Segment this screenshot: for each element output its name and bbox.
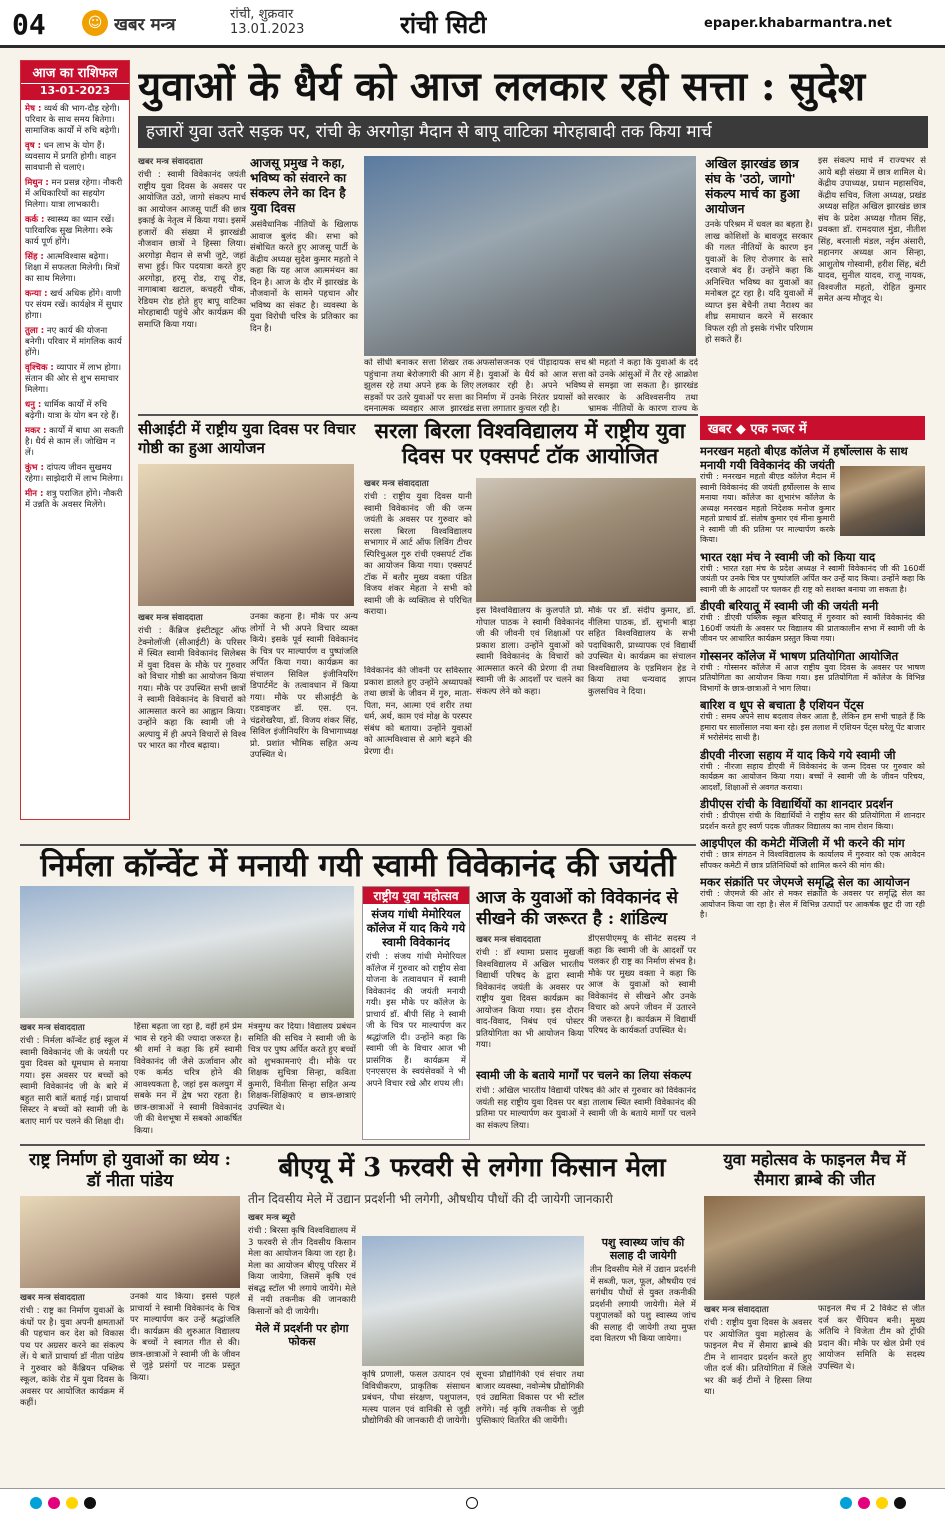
registration-dot xyxy=(840,1497,852,1509)
horoscope-sign: कर्क : xyxy=(25,215,45,225)
sanjay-box xyxy=(362,886,470,1140)
horoscope-sign: सिंह : xyxy=(25,252,44,262)
brief-headline[interactable]: डीएवी बरियातू में स्वामी जी की जयंती मनी xyxy=(700,599,879,613)
registration-dot xyxy=(84,1497,96,1509)
kisan-pashu xyxy=(590,1236,696,1484)
horoscope-item xyxy=(25,178,125,211)
nirmala-body-2: हिंसा बढ़ता जा रहा है, वहीं हमें प्रेम भाव से रहने की ज्यादा जरूरत है। श्री शर्मा ने कहा कि हमें स्वामी विवेकानंद जी जैसे ऊर्जावान और एक कर्मठ चरित्र होने की आवश्यकता है, जहां इस कलयुग में सबके मन में द्वेष भरा रहता है। छात्र-छात्राओं ने स्वामी विवेकानंद जी की वेशभूषा में सबको आकर्षित किया। xyxy=(134,1022,242,1136)
lead-body-5: श्री महतो ने कहा कि युवाओं के दर्द को उनके आंसुओं में तैर रहे आक्रोश से समझा जा सकता है। झारखंड सरकार के अविश्वसनीय तथा भ्रामक नीतियों के कारण राज्य के xyxy=(588,358,698,414)
cit-byline: खबर मन्त्र संवाददाता xyxy=(138,613,203,623)
horoscope-item xyxy=(25,289,125,322)
horoscope-item xyxy=(25,363,125,396)
youth-body-2: फाइनल मैच में 2 विकेट से जीत दर्ज कर चैंपियन बनी। मुख्य अतिथि ने विजेता टीम को ट्रॉफी प्रदान की। मौके पर खेल प्रेमी एवं आयोजन समिति के सदस्य उपस्थित थे। xyxy=(818,1304,925,1372)
cit-column-1 xyxy=(138,612,246,842)
horoscope-item xyxy=(25,252,125,285)
brand-logo-icon: ☺ xyxy=(82,10,108,36)
cit-body-2: उनका कहना है। मौके पर अन्य लोगों ने भी अपने विचार व्यक्त किये। इसके पूर्व स्वामी विवेकानंद के चित्र पर माल्यार्पण व पुष्पांजलि अर्पित किया गया। कार्यक्रम का संचालन सिविल इंजीनियरिंग डिपार्टमेंट के तत्वावधान में किया गया। मौके पर सीआईटी के एडवाइजर डॉ. एस. एन. चंद्रशेखरैया, डॉ. विजय शंकर सिंह, सिविल इंजीनियरिंग के विभागाध्यक्ष प्रो. प्रशांत भौमिक सहित अन्य उपस्थित थे। xyxy=(250,612,358,760)
sanjay-headline[interactable]: संजय गांधी मेमोरियल कॉलेज में याद किये गये स्वामी विवेकानंद xyxy=(366,907,466,949)
dateline xyxy=(230,7,304,37)
nita-column-1 xyxy=(20,1292,124,1484)
nita-byline: खबर मन्त्र संवाददाता xyxy=(20,1293,85,1303)
youth-body-1: रांची : राष्ट्रीय युवा दिवस के अवसर पर आयोजित युवा महोत्सव के फाइनल मैच में सैमारा ब्राम्बे की टीम ने शानदार प्रदर्शन करते हुए जीत दर्ज की। प्रतियोगिता में जिले भर की कई टीमों ने हिस्सा लिया था। xyxy=(704,1318,812,1397)
lead-body-3: को सीधी बनाकर सत्ता शिखर तक पहुंचाना तथा बेरोजगारी की आग में झुलस रहे तथा अपने हक के लिए सड़कों पर उतरे युवाओं पर सत्ता का दमनात्मक व्यवहार आज झारखंड xyxy=(364,358,474,414)
horoscope-sign: वृश्चिक : xyxy=(25,363,54,373)
horoscope-item xyxy=(25,141,125,174)
kisan-column-3 xyxy=(476,1370,584,1484)
shandilya-body-1: रांची : डॉ श्यामा प्रसाद मुखर्जी विश्वविद्यालय में अखिल भारतीय विद्यार्थी परिषद के द्वारा स्वामी विवेकानंद जयंती के अवसर पर राष्ट्रीय युवा दिवस कार्यक्रम का आयोजन किया गया। इस दौरान वाद-विवाद, निबंध एवं पोस्टर प्रतियोगिता का भी आयोजन किया गया। xyxy=(476,948,584,1050)
sarala-photo xyxy=(476,478,696,602)
shandilya-byline: खबर मन्त्र संवाददाता xyxy=(476,935,541,945)
lead-column-4 xyxy=(476,358,586,414)
sarala-byline: खबर मन्त्र संवाददाता xyxy=(364,479,429,489)
horoscope-item xyxy=(25,215,125,248)
horoscope-text: व्यापार में लाभ होगा। संतान की ओर से शुभ समाचार मिलेगा। xyxy=(25,363,122,395)
brief-body: रांची : डीएवी पब्लिक स्कूल बरियातू में गुरुवार को स्वामी विवेकानंद की 160वीं जयंती के अवसर पर विद्यालय की प्रातःकालीन सभा में स्वामी जी के जीवन पर आधारित कार्यक्रम प्रस्तुत किया गया। xyxy=(700,613,925,643)
horoscope-text: खर्च अधिक होंगे। वाणी पर संयम रखें। कार्यक्षेत्र में सुधार होगा। xyxy=(25,289,123,321)
brief-headline[interactable]: बारिश व धूप से बचाता है एशियन पेंट्स xyxy=(700,698,864,712)
sarala-column-3 xyxy=(476,606,584,842)
horoscope-item xyxy=(25,463,125,485)
nita-photo xyxy=(20,1196,240,1288)
divider xyxy=(20,1144,925,1146)
kisan-column-2 xyxy=(362,1370,470,1484)
lead-body-1: रांची : स्वामी विवेकानंद जयंती राष्ट्रीय युवा दिवस के अवसर पर आयोजित उठो, जागो संकल्प मार्च का आयोजन आजसू पार्टी की छात्र इकाई के नेतृत्व में किया गया। इसमें हजारों की संख्या में झारखंडी नौजवान छात्रों ने हिस्सा लिया। अरगोड़ा मैदान से सभी जुटे, जहां सभा हुई। फिर पदयात्रा करते हुए अरगोड़ा, हरमू रोड, राधू रोड, नागाबाबा खटाल, कचहरी चौक, रेडियम रोड होते हुए बापू वाटिका मोरहाबादी पहुंचे और कार्यक्रम की समाप्ति किया गया। xyxy=(138,170,246,330)
horoscope-sign: वृष : xyxy=(25,141,41,151)
brief-body: रांची : डीपीएस रांची के विद्यार्थियों ने राष्ट्रीय स्तर की प्रतियोगिता में शानदार प्रदर्शन करते हुए स्वर्ण पदक जीतकर विद्यालय का नाम रोशन किया। xyxy=(700,811,925,831)
kisan-headline[interactable]: बीएयू में 3 फरवरी से लगेगा किसान मेला xyxy=(278,1153,666,1183)
akhil-body: उनके परिश्रम में धवल का बहता है। लाख कोशिशों के बावजूद सरकार की गलत नीतियों के कारण इन युवाओं के लिए रोजगार के सारे दरवाजे बंद हैं। उन्होंने कहा कि अनिश्चित भविष्य का युवाओं का मनोबल टूट रहा है। यदि युवाओं में व्याप्त इस बेचैनी तथा नैराश्य का शीघ्र समाधान करने में सरकार विफल रही तो इसके गंभीर परिणाम हो सकते हैं। xyxy=(705,220,813,345)
horoscope-text: कार्यों में बाधा आ सकती है। धैर्य से काम लें। जोखिम न लें। xyxy=(25,426,124,458)
cit-photo xyxy=(138,464,354,606)
brief-headline[interactable]: डीपीएस रांची के विद्यार्थियों का शानदार प्रदर्शन xyxy=(700,797,893,811)
brief-body: रांची : गोस्सनर कॉलेज में आज राष्ट्रीय युवा दिवस के अवसर पर भाषण प्रतियोगिता का आयोजन किया गया। इस प्रतियोगिता में कॉलेज के विभिन्न विभागों के छात्र-छात्राओं ने भाग लिया। xyxy=(700,662,925,693)
brief-body: रांची : नीरजा सहाय डीएवी में विवेकानंद के जन्म दिवस पर गुरुवार को कार्यक्रम का आयोजन किया गया। बच्चों ने स्वामी जी के जीवन परिचय, आदर्शों, शिक्षाओं से अवगत कराया। xyxy=(700,761,925,792)
horoscope-item xyxy=(25,326,125,359)
lead-column-5 xyxy=(588,358,698,414)
nita-column-2 xyxy=(130,1292,240,1484)
cit-column-2 xyxy=(250,612,358,842)
horoscope-date: 13-01-2023 xyxy=(21,83,129,100)
print-registration-strip xyxy=(0,1488,945,1517)
shandilya-body-2: डीएसपीएमयू के सीनेट सदस्य ने कहा कि स्वामी जी के आदर्शों पर चलकर ही राष्ट्र का निर्माण संभव है। मौके पर मुख्य वक्ता ने कहा कि आज के युवाओं को स्वामी विवेकानंद से सीखने और उनके विचार को अपने जीवन में उतारने की जरूरत है। कार्यक्रम में विद्यार्थी परिषद के कार्यकर्ता उपस्थित थे। xyxy=(588,934,696,1036)
sanjay-tag: राष्ट्रीय युवा महोत्सव xyxy=(363,887,469,904)
kisan-body-1: रांची : बिरसा कृषि विश्वविद्यालय में 3 फरवरी से तीन दिवसीय किसान मेला का आयोजन किया जा रहा है। मेला का आयोजन बीएयू परिसर में किया जायेगा, जिसमें कृषि एवं संबद्ध स्टॉल भी लगाये जायेंगे। मेले में नयी तकनीक की जानकारी किसानों को दी जायेगी। xyxy=(248,1226,356,1317)
brief-tag: खबर ◆ एक नजर में xyxy=(700,416,925,440)
kisan-column-1 xyxy=(248,1212,356,1484)
sarala-body-1: रांची : राष्ट्रीय युवा दिवस यानी स्वामी विवेकानंद जी की जन्म जयंती के अवसर पर गुरुवार को सरला बिरला विश्वविद्यालय सभागार में आर्ट ऑफ लिविंग टीचर स्पिरिचुअल गुरु रांची एक्सपर्ट टॉक का आयोजन किया गया। एक्सपर्ट टॉक में बतौर मुख्य वक्ता पंडित विजय शंकर मेहता ने सभी को स्वामी जी के व्यक्तित्व से परिचित कराया। xyxy=(364,492,472,617)
horoscope-item xyxy=(25,400,125,422)
lead-column-2 xyxy=(250,156,358,414)
nita-body-2: उनको याद किया। इससे पहले प्राचार्या ने स्वामी विवेकानंद के चित्र पर माल्यार्पण कर उन्हें श्रद्धांजलि दी। कार्यक्रम की शुरुआत विद्यालय के बच्चों ने स्वागत गीत से की। छात्र-छात्राओं ने स्वामी जी के जीवन से जुड़े प्रसंगों पर नाटक प्रस्तुत किया। xyxy=(130,1292,240,1383)
sarala-headline[interactable]: सरला बिरला विश्वविद्यालय में राष्ट्रीय युवा दिवस पर एक्सपर्ट टॉक आयोजित xyxy=(374,418,686,468)
nirmala-column-1 xyxy=(20,1022,128,1140)
brief-body: रांची : भारत रक्षा मंच के प्रदेश अध्यक्ष ने स्वामी विवेकानंद जी की 160वीं जयंती पर उनके चित्र पर पुष्पांजलि अर्पित कर उन्हें याद किया। उन्होंने कहा कि स्वामी जी के आदर्शों पर चलकर ही राष्ट्र को सशक्त बनाया जा सकता है। xyxy=(700,563,925,594)
akhil-story-col2 xyxy=(818,156,926,412)
registration-dot xyxy=(894,1497,906,1509)
horoscope-text: दांपत्य जीवन सुखमय रहेगा। साझेदारी में लाभ मिलेगा। xyxy=(25,463,124,484)
kisan-body-3: सूचना प्रौद्योगिकी एवं संचार तथा बाजार व्यवस्था, नवोन्मेष प्रौद्योगिकी एवं उद्यमिता विकास पर भी स्टॉल लगेंगे। नई कृषि तकनीक से जुड़ी पुस्तिकाएं वितरित की जायेंगी। xyxy=(476,1370,584,1426)
nirmala-body-1: रांची : निर्मला कॉन्वेंट हाई स्कूल में स्वामी विवेकानंद जी के जयंती पर युवा दिवस को धूमधाम से मनाया गया। इस अवसर पर बच्चों को स्वामी विवेकानंद जी के बारे में बहुत सारी बातें बताई गई। प्राचार्या सिस्टर ने बच्चों को स्वामी जी के बताए मार्ग पर चलने की शिक्षा दी। xyxy=(20,1036,128,1127)
horoscope-sign: मेष : xyxy=(25,104,42,114)
epaper-link[interactable]: epaper.khabarmantra.net xyxy=(704,16,892,31)
youth-headline[interactable]: युवा महोत्सव के फाइनल मैच में सैमारा ब्राम्बे की जीत xyxy=(723,1150,906,1189)
kisan-photo xyxy=(362,1236,584,1366)
brief-photo xyxy=(840,466,925,536)
page-number: 04 xyxy=(12,8,46,41)
horoscope-item xyxy=(25,489,125,511)
dateline-city: रांची, शुक्रवार xyxy=(230,7,294,22)
horoscope-sign: मकर : xyxy=(25,426,47,436)
shandilya-column-2 xyxy=(588,934,696,1064)
horoscope-title: आज का राशिफल xyxy=(21,61,129,83)
youth-photo xyxy=(704,1196,925,1300)
sarala-body-3: इस विश्वविद्यालय के कुलपति प्रो. गोपाल पाठक ने स्वामी विवेकानंद जी की जीवनी एवं शिक्षाओं पर प्रकाश डाला। उन्होंने युवाओं को स्वामी विवेकानंद के विचारों को आत्मसात करने की प्रेरणा दी तथा स्वामी जी के आदर्शों पर चलने का संकल्प लेने को कहा। xyxy=(476,606,584,697)
youth-byline: खबर मन्त्र संवाददाता xyxy=(704,1305,769,1315)
youth-column-2 xyxy=(818,1304,925,1484)
nirmala-column-3 xyxy=(248,1022,356,1140)
lead-column-3 xyxy=(364,358,474,414)
brief-body: रांची : मनरखन महतो बीएड कॉलेज मैदान में स्वामी विवेकानंद की जयंती हर्षोल्लास के साथ मनाया गया। कॉलेज का शुभारंभ कॉलेज के अध्यक्ष मनरखन महतो निदेशक मनोज कुमार महतो प्राचार्य डॉ. संतोष कुमार एवं मीना कुमारी ने स्वामी जी की प्रतिमा पर माल्यार्पण करके किया। xyxy=(700,472,835,544)
registration-dot xyxy=(48,1497,60,1509)
registration-dot xyxy=(66,1497,78,1509)
horoscope-text: नए कार्य की योजना बनेगी। परिवार में मांगलिक कार्य होंगे। xyxy=(25,326,122,358)
horoscope-text: मन प्रसन्न रहेगा। नौकरी में अधिकारियों का सहयोग मिलेगा। यात्रा लाभकारी। xyxy=(25,178,123,210)
brief-tag-label-2: एक नजर में xyxy=(750,422,807,437)
horoscope-text: आत्मविश्वास बढ़ेगा। शिक्षा में सफलता मिलेगी। मित्रों का साथ मिलेगा। xyxy=(25,252,120,284)
kisan-byline: खबर मन्त्र ब्यूरो xyxy=(248,1213,296,1223)
shandilya-body-3: रांची : अखिल भारतीय विद्यार्थी परिषद की ओर से गुरुवार को विवेकानंद जयंती सह राष्ट्रीय युवा दिवस पर बड़ा तालाब स्थित स्वामी विवेकानंद की प्रतिमा पर माल्यार्पण कर युवाओं ने स्वामी जी के बताये मार्गों पर चलने का संकल्प लिया। xyxy=(476,1086,696,1131)
divider xyxy=(138,414,698,416)
lead-body-4: अफसोसजनक एवं पीड़ादायक सच है। युवाओं के धैर्य को आज सत्ता ललकार रही है। अपने भविष्य निर्माण में उनके निरंतर प्रयासों को सत्ता लगातार कुचल रही है। xyxy=(476,358,586,414)
horoscope-list xyxy=(21,100,129,519)
nita-headline[interactable]: राष्ट्र निर्माण हो युवाओं का ध्येय : डॉ नीता पांडेय xyxy=(29,1150,231,1191)
brief-headline[interactable]: मनरखन महतो बीएड कॉलेज में हर्षोल्लास के साथ मनायी गयी विवेकानंद की जयंती xyxy=(700,444,908,472)
kisan-subheadline: तीन दिवसीय मेले में उद्यान प्रदर्शनी भी लगेगी, औषधीय पौधों की दी जायेगी जानकारी xyxy=(248,1192,613,1206)
shandilya-subheadline: स्वामी जी के बताये मार्गों पर चलने का लिया संकल्प xyxy=(476,1068,692,1082)
horoscope-sign: मिथुन : xyxy=(25,178,49,188)
nita-body-1: रांची : राष्ट्र का निर्माण युवाओं के कंधों पर है। युवा अपनी क्षमताओं की पहचान कर देश को विकास पथ पर अग्रसर करने का संकल्प लें। ये बातें प्राचार्या डॉ नीता पांडेय ने गुरुवार को कैंब्रियन पब्लिक स्कूल, कांके रोड में युवा दिवस के अवसर पर आयोजित कार्यक्रम में कहीं। xyxy=(20,1306,124,1408)
cit-headline[interactable]: सीआईटी में राष्ट्रीय युवा दिवस पर विचार गोष्ठी का हुआ आयोजन xyxy=(138,420,356,457)
registration-target-icon xyxy=(466,1497,478,1509)
lead-body-2: असंवैधानिक नीतियों के खिलाफ आवाज बुलंद की। सभा को संबोधित करते हुए आजसू पार्टी के केंद्रीय अध्यक्ष सुदेश कुमार महतो ने कहा कि यह आज आत्ममंथन का दिन है। आज के दौर में झारखंड के नौजवानों के सामने पहचान और भविष्य का संकट है। व्यवस्था के युवा विरोधी चरित्र के प्रतिकार का दिन है। xyxy=(250,220,358,334)
horoscope-text: शत्रु पराजित होंगे। नौकरी में उन्नति के अवसर मिलेंगे। xyxy=(25,489,123,510)
brief-body: रांची : जेएमजे की ओर से मकर संक्रांति के अवसर पर समृद्धि सेल का आयोजन किया जा रहा है। सेल में विभिन्न उत्पादों पर आकर्षक छूट दी जा रही है। xyxy=(700,889,925,919)
shandilya-column-3 xyxy=(476,1086,696,1140)
kisan-inset-headline: मेले में प्रदर्शनी पर होगा फोकस xyxy=(255,1322,349,1348)
news-in-brief xyxy=(700,416,925,1246)
sarala-column-4 xyxy=(588,606,696,842)
shandilya-column-1 xyxy=(476,934,584,1064)
lead-headline[interactable]: युवाओं के धैर्य को आज ललकार रही सत्ता : सुदेश xyxy=(138,63,866,110)
cit-body-1: रांची : कैंब्रिज इंस्टीट्यूट ऑफ टेक्नोलॉजी (सीआईटी) के परिसर में स्थित स्वामी विवेकानंद सिलेबस में युवा दिवस के मौके पर गुरुवार को विचार गोष्ठी का आयोजन किया गया। मौके पर उपस्थित सभी छात्रों ने स्वामी विवेकानंद के विचारों को आत्मसात करने का आह्वान किया। उन्होंने कहा कि स्वामी जी ने अल्पायु में ही अपने विचारों से विश्व पर भारत का गौरव बढ़ाया। xyxy=(138,626,246,751)
horoscope-item xyxy=(25,426,125,459)
brief-headline[interactable]: आइपीएल की कमेटी मेंजिली में भी करने की मांग xyxy=(700,836,905,850)
youth-column-1 xyxy=(704,1304,812,1484)
sarala-body-2: विवेकानंद की जीवनी पर सविस्तार प्रकाश डालते हुए उन्होंने अध्यापकों तथा छात्रों के जीवन में गुरु, माता-पिता, मन, आत्मा एवं शरीर तथा धर्म, अर्थ, काम एवं मोक्ष के परस्पर संबंध को बताया। उन्होंने युवाओं को आत्मविश्वास से आगे बढ़ने की प्रेरणा दी। xyxy=(364,666,472,757)
sarala-column-2 xyxy=(364,666,472,842)
brief-body: रांची : समय अपने साथ बदलाव लेकर आता है, लेकिन हम सभी चाहते हैं कि हमारा घर सालोंसाल नया बना रहे। इस तलाश में एशियन पेंट्स घरेलू पेंट बाजार में भरोसेमंद साथी है। xyxy=(700,712,925,742)
horoscope-text: धार्मिक कार्यों में रुचि बढ़ेगी। यात्रा के योग बन रहे हैं। xyxy=(25,400,119,421)
lead-photo-march xyxy=(364,156,696,356)
registration-dot xyxy=(876,1497,888,1509)
section-title: रांची सिटी xyxy=(400,10,487,39)
lead-column-1 xyxy=(138,156,246,414)
registration-dot xyxy=(858,1497,870,1509)
kisan-pashu-headline: पशु स्वास्थ्य जांच की सलाह दी जायेगी xyxy=(601,1236,685,1262)
horoscope-sign: मीन : xyxy=(25,489,44,499)
brief-body: रांची : छात्र संगठन ने विश्वविद्यालय के कार्यालय में गुरुवार को एक आवेदन सौंपकर कमेटी में छात्र प्रतिनिधियों को शामिल करने की मांग की। xyxy=(700,850,925,870)
nirmala-byline: खबर मन्त्र संवाददाता xyxy=(20,1023,85,1033)
masthead xyxy=(0,0,945,48)
kisan-body-2: कृषि प्रणाली, फसल उत्पादन एवं विविधीकरण, प्राकृतिक संसाधन प्रबंधन, पौधा संरक्षण, पशुपालन, मत्स्य पालन एवं वानिकी से जुड़ी प्रौद्योगिकी की जानकारी दी जायेगी। xyxy=(362,1370,470,1426)
akhil-story xyxy=(705,156,813,412)
lead-inset-headline: आजसू प्रमुख ने कहा, भविष्य को संवारने का संकल्प लेने का दिन है युवा दिवस xyxy=(250,156,347,215)
nirmala-headline[interactable]: निर्मला कॉन्वेंट में मनायी गयी स्वामी विवेकानंद की जयंती xyxy=(40,848,676,884)
akhil-body-2: इस संकल्प मार्च में राज्यभर से आये बड़ी संख्या में छात्र शामिल थे। केंद्रीय उपाध्यक्ष, प्रधान महासचिव, केंद्रीय सचिव, जिला अध्यक्ष, प्रखंड अध्यक्ष सहित अखिल झारखंड छात्र संघ के प्रदेश अध्यक्ष गौतम सिंह, प्रवक्ता डॉ. रामदयाल मुंडा, नीतीश सिंह, बरनाली मंडल, नईम अंसारी, महानगर अध्यक्ष आन सिन्हा, आशुतोष गोस्वामी, हरीश सिंह, बंटी यादव, सुनील यादव, राजू नायक, विश्वजीत महतो, रोहित कुमार समेत अन्य मौजूद थे। xyxy=(818,156,926,304)
shandilya-headline[interactable]: आज के युवाओं को विवेकानंद से सीखने की जरूरत है : शांडिल्य xyxy=(476,888,678,929)
horoscope-item xyxy=(25,104,125,137)
brief-tag-label: खबर xyxy=(708,422,732,437)
brand-name: खबर मन्त्र xyxy=(114,15,176,35)
divider xyxy=(20,844,696,846)
lead-subheadline: हजारों युवा उतरे सड़क पर, रांची के अरगोड़ा मैदान से बापू वाटिका मोरहाबादी तक किया मार्च xyxy=(138,116,928,148)
lead-byline: खबर मन्त्र संवाददाता xyxy=(138,157,203,167)
horoscope-sign: धनु : xyxy=(25,400,42,410)
dateline-date: 13.01.2023 xyxy=(230,22,305,37)
sanjay-body: रांची : संजय गांधी मेमोरियल कॉलेज में गुरुवार को राष्ट्रीय सेवा योजना के तत्वावधान में स्वामी विवेकानंद की जयंती मनायी गयी। इस मौके पर कॉलेज के प्राचार्य डॉ. बीपी सिंह ने स्वामी जी के चित्र पर माल्यार्पण कर श्रद्धांजलि दी। उन्होंने कहा कि स्वामी जी के विचार आज भी प्रासंगिक हैं। कार्यक्रम में एनएसएस के स्वयंसेवकों ने भी अपने विचार रखे और शपथ ली। xyxy=(366,952,466,1089)
horoscope-column xyxy=(20,60,130,820)
brief-headline[interactable]: मकर संक्रांति पर जेएमजे समृद्धि सेल का आयोजन xyxy=(700,875,910,889)
brief-headline[interactable]: गोस्सनर कॉलेज में भाषण प्रतियोगिता आयोजित xyxy=(700,648,899,663)
nirmala-photo xyxy=(20,886,354,1018)
horoscope-sign: कुंभ : xyxy=(25,463,44,473)
brief-headline[interactable]: डीएवी नीरजा सहाय में याद किये गये स्वामी जी xyxy=(700,747,896,762)
akhil-headline[interactable]: अखिल झारखंड छात्र संघ के 'उठो, जागो' संकल्प मार्च का हुआ आयोजन xyxy=(705,156,800,216)
nirmala-column-2 xyxy=(134,1022,242,1140)
sarala-body-4: मौके पर डॉ. संदीप कुमार, डॉ. नीलिमा पाठक, डॉ. सुभानी बाड़ा सहित विश्वविद्यालय के सभी पदाधिकारी, प्राध्यापक एवं विद्यार्थी उपस्थित थे। कार्यक्रम का संचालन विश्वविद्यालय के एडमिशन हेड ने किया तथा धन्यवाद ज्ञापन कुलसचिव ने दिया। xyxy=(588,606,696,697)
horoscope-text: स्वास्थ्य का ध्यान रखें। पारिवारिक सुख मिलेगा। रुके कार्य पूर्ण होंगे। xyxy=(25,215,115,247)
nirmala-body-3: मंत्रमुग्ध कर दिया। विद्यालय प्रबंधन समिति की सचिव ने स्वामी जी के चित्र पर पुष्प अर्पित करते हुए बच्चों को शुभकामनाएं दी। मौके पर शिक्षक सुचित्रा सिन्हा, कविता कुमारी, विनीता सिन्हा सहित अन्य शिक्षक-शिक्षिकाएं व छात्र-छात्राएं उपस्थित थे। xyxy=(248,1022,356,1113)
brief-headline[interactable]: भारत रक्षा मंच ने स्वामी जी को किया याद xyxy=(700,549,876,564)
horoscope-sign: कन्या : xyxy=(25,289,48,299)
horoscope-text: धन लाभ के योग हैं। व्यवसाय में प्रगति होगी। वाहन सावधानी से चलाएं। xyxy=(25,141,117,173)
registration-dot xyxy=(30,1497,42,1509)
horoscope-text: व्यर्थ की भाग-दौड़ रहेगी। परिवार के साथ समय बितेगा। सामाजिक कार्यों में रुचि बढ़ेगी। xyxy=(25,104,120,136)
horoscope-sign: तुला : xyxy=(25,326,45,336)
kisan-pashu-body: तीन दिवसीय मेले में उद्यान प्रदर्शनी में सब्जी, फल, फूल, औषधीय एवं सगंधीय पौधों से युक्त तकनीकी प्रदर्शनी लगायी जायेगी। मेले में पशुपालकों को पशु स्वास्थ्य जांच की सलाह दी जायेगी तथा मुफ्त दवा वितरण भी किया जायेगा। xyxy=(590,1265,696,1344)
